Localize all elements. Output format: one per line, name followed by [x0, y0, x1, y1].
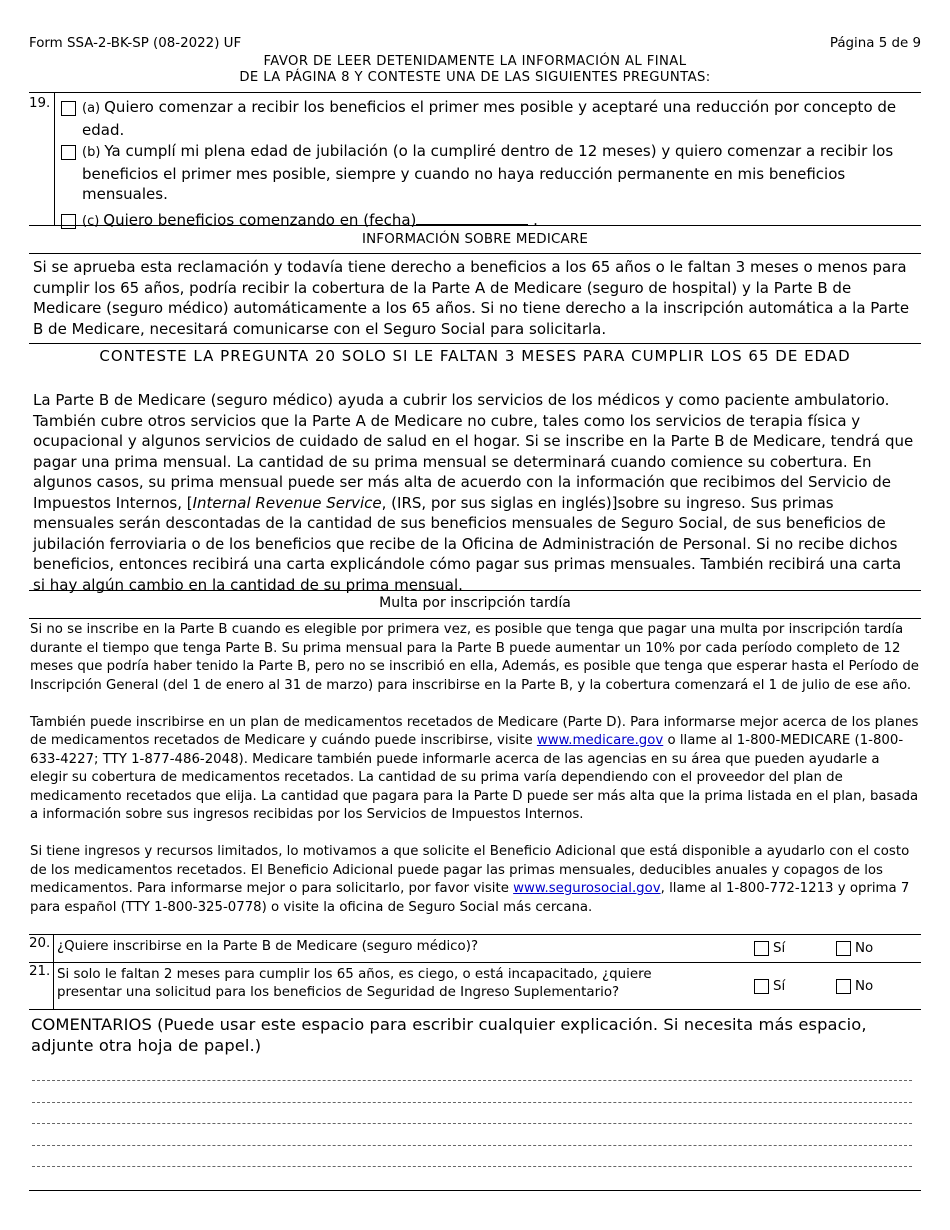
option-b-checkbox[interactable] [61, 145, 76, 160]
late-penalty-text [29, 619, 921, 934]
late-paragraph-3 [30, 843, 920, 917]
instructions [29, 54, 921, 92]
q20-no-checkbox[interactable] [836, 941, 851, 956]
partb-text-2: , (IRS, por sus siglas en inglés)]sobre su ingreso. Sus primas mensuales serán descontadas de la cantidad de sus beneficios mensuales de Seguro Social, de sus beneficios de jubilación ferroviaria o de los beneficios que recibe de la Oficina de Administración de Personal. Si no recibe dichos beneficios, entonces recibirá una carta explicándole cómo pagar sus primas mensuales. También recibirá una carta si hay algún cambio en la cantidad de su prima mensual. [33, 493, 902, 594]
q21-yes-label: Sí [773, 978, 786, 994]
form-page [29, 0, 921, 1191]
question-20-answers [754, 935, 921, 962]
medicare-paragraph: Si se aprueba esta reclamación y todavía tiene derecho a beneficios a los 65 años o le faltan 3 meses o menos para cumplir los 65 años, podría recibir la cobertura de la Parte A de Medicare (seguro de hospital) y la Parte B de Medicare (seguro médico) automáticamente a los 65 años. Si no tiene derecho a la inscripción automática a la Parte B de Medicare, necesitará comunicarse con el Seguro Social para solicitarla. [33, 258, 910, 338]
option-letter: (a) [82, 101, 101, 116]
late-p2-text-b: o llame al 1-800-MEDICARE (1-800-633-4227; TTY 1-877-486-2048). Medicare también puede informarle acerca de las agencias en su área que pueden ayudarle a elegir su cobertura de medicamentos recetados. La cantidad de su prima varía dependiendo con el proveedor del plan de medicamento recetados que elija. La cantidad que pagara para la Parte D puede ser más alta que la prima listada en el plan, basada a información sobre sus ingresos recibidas por los Servicios de Impuestos Internos. [30, 733, 919, 822]
q21-no-label: No [855, 978, 874, 994]
partb-italic: Internal Revenue Service [192, 493, 382, 512]
option-a-checkbox[interactable] [61, 101, 76, 116]
page-number: Página 5 de 9 [829, 36, 921, 51]
medicare-heading: INFORMACIÓN SOBRE MEDICARE [361, 232, 589, 247]
question-21-answers [754, 963, 921, 1009]
q21-no-checkbox[interactable] [836, 979, 851, 994]
comment-line [32, 1102, 912, 1124]
late-penalty-heading: Multa por inscripción tardía [379, 595, 571, 611]
form-id: Form SSA-2-BK-SP (08-2022) UF [29, 36, 242, 51]
partb-text-1: La Parte B de Medicare (seguro médico) ayuda a cubrir los servicios de los médicos y como paciente ambulatorio. También cubre otros servicios que la Parte A de Medicare no cubre, tales como los servicios de terapia física y ocupacional y algunos servicios de cuidado de salud en el hogar. Si se inscribe en la Parte B de Medicare, tendrá que pagar una prima mensual. La cantidad de su prima mensual se determinará cuando comience su cobertura. En algunos casos, su prima mensual puede ser más alta de acuerdo con la información que recibimos del Servicio de Impuestos Internos, [ [33, 391, 914, 512]
comment-line [32, 1166, 912, 1188]
question-20 [29, 935, 921, 962]
comment-line [32, 1123, 912, 1145]
question-number: 19. [29, 93, 55, 225]
instructions-line-2: DE LA PÁGINA 8 Y CONTESTE UNA DE LAS SIGUIENTES PREGUNTAS: [239, 70, 711, 85]
option-c-checkbox[interactable] [61, 214, 76, 229]
option-b [61, 141, 921, 205]
question-21-number: 21. [29, 963, 54, 1009]
question-20-number: 20. [29, 935, 54, 962]
question-21-text: Si solo le faltan 2 meses para cumplir los 65 años, es ciego, o está incapacitado, ¿quiere presentar una solicitud para los beneficios de Seguridad de Ingreso Suplementario? [57, 967, 652, 1000]
page-header [29, 0, 921, 53]
late-p3-text-b: , llame al 1-800-772-1213 y oprima 7 para español (TTY 1-800-325-0778) o visite la oficina de Seguro Social más cercana. [30, 881, 910, 915]
option-a-text: Quiero comenzar a recibir los beneficios el primer mes posible y aceptaré una reducción por concepto de edad. [82, 98, 897, 139]
late-p2-text-a: También puede inscribirse en un plan de medicamentos recetados de Medicare (Parte D). Para informarse mejor acerca de los planes de medicamentos recetados de Medicare y cuándo puede inscribirse, visite [30, 714, 919, 748]
comments-area[interactable] [29, 1072, 921, 1188]
instructions-line-1: FAVOR DE LEER DETENIDAMENTE LA INFORMACIÓN AL FINAL [263, 54, 687, 69]
option-c-period: . [533, 210, 538, 229]
option-letter: (b) [82, 145, 101, 160]
late-p3-text-a: Si tiene ingresos y recursos limitados, lo motivamos a que solicite el Beneficio Adicional que está disponible a ayudarlo con el costo de los medicamentos recetados. El Beneficio Adicional puede pagar las primas mensuales, deducibles anuales y copagos de los medicamentos. Para informarse mejor o para solicitarlo, por favor visite [30, 844, 910, 896]
comment-line [32, 1145, 912, 1167]
question-20-heading: CONTESTE LA PREGUNTA 20 SOLO SI LE FALTAN 3 MESES PARA CUMPLIR LOS 65 DE EDAD [99, 347, 851, 365]
late-paragraph-1: Si no se inscribe en la Parte B cuando es elegible por primera vez, es posible que tenga que pagar una multa por inscripción tardía durante el tiempo que tenga Parte B. Su prima mensual para la Parte B puede aumentar un 10% por cada período completo de 12 meses que podría haber tenido la Parte B, pero no se inscribió en ella, Además, es posible que tenga que esperar hasta el Período de Inscripción General (del 1 de enero al 31 de marzo) para inscribirse en la Parte B, y la cobertura comenzará el 1 de julio de ese año. [30, 622, 919, 693]
late-paragraph-2 [30, 714, 920, 825]
q20-yes-label: Sí [773, 941, 786, 956]
question-21 [29, 963, 921, 1009]
comment-line [32, 1080, 912, 1102]
date-field[interactable] [416, 210, 528, 225]
option-c-text: Quiero beneficios comenzando en (fecha) [103, 210, 417, 229]
comments-label: COMENTARIOS (Puede usar este espacio para escribir cualquier explicación. Si necesita más espacio, adjunte otra hoja de papel.) [31, 1015, 867, 1055]
question-19 [29, 93, 921, 229]
q20-no-label: No [855, 941, 874, 956]
q20-yes-checkbox[interactable] [754, 941, 769, 956]
option-b-text: Ya cumplí mi plena edad de jubilación (o la cumpliré dentro de 12 meses) y quiero comenzar a recibir los beneficios el primer mes posible, siempre y cuando no haya reducción permanente en mis beneficios mensuales. [82, 142, 894, 203]
segurosocial-link[interactable]: www.segurosocial.gov [513, 881, 661, 896]
partb-paragraph [29, 377, 921, 594]
medicare-link[interactable]: www.medicare.gov [536, 733, 664, 748]
option-letter: (c) [82, 213, 100, 229]
option-a [61, 97, 921, 140]
question-20-text: ¿Quiere inscribirse en la Parte B de Medicare (seguro médico)? [57, 939, 479, 954]
q21-yes-checkbox[interactable] [754, 979, 769, 994]
